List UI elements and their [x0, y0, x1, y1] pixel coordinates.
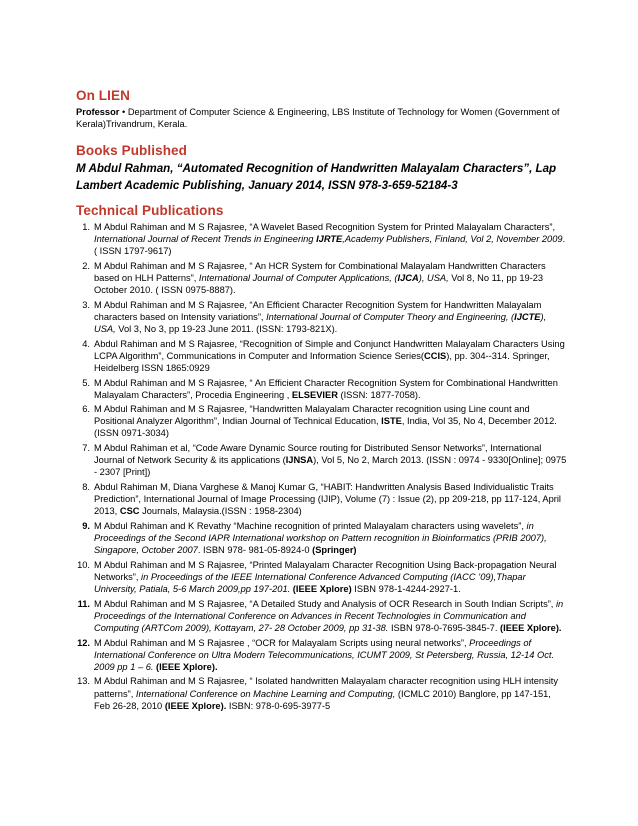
publication-item — [76, 520, 568, 556]
publication-item — [76, 598, 568, 634]
publication-number: 10. — [77, 559, 90, 570]
publication-text: . ( ISSN 1797-9617) — [94, 234, 566, 257]
publication-text: in Proceedings of the International Conference on Advances in Recent Technologies in Communication and Computing (ARTCom 2009), Kottayam, 27- 28 October 2009, pp 31-38. — [94, 598, 564, 633]
publication-number: 5. — [82, 377, 90, 388]
publication-text: Vol 8, No 11, pp 19-23 October 2010. ( ISSN 0975-8887). — [94, 272, 544, 296]
publication-text: M Abdul Rahiman and M S Rajasree, “Printed Malayalam Character Recognition Using Back-propagation Neural Networks”, — [94, 559, 557, 582]
publication-text: Journals, Malaysia.(ISSN : 1958-2304) — [139, 506, 302, 517]
publication-text: M Abdul Rahiman and K Revathy “Machine recognition of printed Malayalam characters using wavelets”, — [94, 520, 527, 531]
publication-item — [76, 338, 568, 374]
publication-text: ), USA, — [94, 311, 547, 334]
publication-text: IJNSA — [285, 455, 314, 466]
lien-role: Professor — [76, 107, 120, 117]
publication-number: 13. — [77, 676, 90, 687]
publication-number: 1. — [82, 222, 90, 232]
publication-number: 9. — [82, 520, 90, 531]
publication-item — [76, 442, 568, 478]
publication-item — [76, 260, 568, 296]
publication-text: (IEEE Xplore) — [292, 583, 352, 594]
publication-text: in Proceedings of the Second IAPR International workshop on Pattern recognition in Bioinformatics (PRIB 2007), Singapore, October 2007 — [94, 520, 547, 556]
publication-text: ), pp. 304--314. Springer, Heidelberg ISSN 1865:0929 — [94, 350, 550, 373]
publication-text: M Abdul Rahiman and M S Rajasree, “ An HCR System for Combinational Malayalam Handwritten Characters based on HLH Patterns”, — [94, 260, 546, 283]
publication-number: 6. — [82, 404, 90, 415]
publication-text: (ICMLC 2010) Banglore, pp 147-151, Feb 26-28, 2010 — [94, 688, 551, 711]
publication-number: 3. — [82, 299, 90, 310]
publication-text: ISBN 978-0-7695-3845-7. — [388, 622, 501, 633]
publication-item — [76, 299, 568, 335]
publication-text: International Journal of Computer Applications, ( — [198, 272, 398, 283]
publication-number: 12. — [77, 637, 90, 648]
publication-text: ISBN 978-1-4244-2927-1. — [351, 583, 461, 594]
publication-text: ELSEVIER — [291, 389, 338, 400]
publication-text: M Abdul Rahiman and M S Rajasree, “ An Efficient Character Recognition System for Combinational Handwritten Malayalam Characters”, Procedia Engineering , — [94, 377, 558, 400]
publication-text: Abdul Rahiman and M S Rajasree, “Recognition of Simple and Conjunct Handwritten Malayalam Characters Using LCPA Algorithm”, Communications in Computer and Information Science Series( — [94, 338, 565, 361]
publication-text: (IEEE Xplore). — [164, 700, 227, 711]
publication-text: , India, Vol 35, No 4, December 2012. (ISSN 0971-3034) — [94, 416, 557, 439]
lien-text: Department of Computer Science & Engineering, LBS Institute of Technology for Women (Government of Kerala)Trivandrum, Kerala. — [76, 107, 560, 130]
publication-text: Vol 3, No 3, pp 19-23 June 2011. (ISSN: 1793-821X). — [115, 323, 338, 334]
publication-item — [76, 377, 568, 401]
publication-text: . ISBN 978- 981-05-8924-0 — [197, 545, 313, 556]
technical-publications-heading: Technical Publications — [76, 203, 224, 218]
publications-list — [76, 221, 568, 714]
publication-text: M Abdul Rahiman and M S Rajasree, “A Detailed Study and Analysis of OCR Research in South Indian Scripts”, — [94, 598, 556, 609]
publication-text: CCIS — [424, 350, 447, 361]
publication-text: (ISSN: 1877-7058). — [337, 389, 421, 400]
publication-text: M Abdul Rahiman et al, “Code Aware Dynamic Source routing for Distributed Sensor Networks”, International Journal of Network Security & its applications ( — [94, 443, 542, 466]
book-entry: M Abdul Rahman, “Automated Recognition of Handwritten Malayalam Characters”, Lap Lambert Academic Publishing, January 2014, ISSN 978-3-659-52184-3 — [76, 162, 557, 192]
publication-text: ), USA, — [418, 272, 449, 283]
lien-separator: • — [119, 107, 128, 117]
publication-text: ISTE — [381, 416, 402, 427]
publication-text: (IEEE Xplore). — [500, 622, 562, 633]
publication-text: in Proceedings of the IEEE International Conference Advanced Computing (IACC ’09),Thapar University, Patiala, 5-6 March 2009,pp 197-201. — [94, 571, 526, 594]
publication-text: M Abdul Rahiman and M S Rajasree, “A Wavelet Based Recognition System for Printed Malayalam Characters”, — [94, 222, 556, 232]
publication-number: 4. — [82, 338, 90, 349]
publication-number: 2. — [82, 260, 90, 271]
publication-text: Proceedings of International Conference on Ultra Modern Telecommunications, ICUMT 2009, St Petersberg, Russia, 12-14 Oct. 2009 pp 1 – 6. — [94, 637, 555, 672]
publication-text: ,Academy Publishers, Finland, Vol 2, November 2009 — [342, 234, 563, 245]
publication-number: 7. — [82, 443, 90, 454]
publication-number: 11. — [77, 598, 90, 609]
publication-text: ISBN: 978-0-695-3977-5 — [226, 700, 331, 711]
publication-text: (Springer) — [312, 545, 357, 556]
publication-text: IJCTE — [514, 311, 541, 322]
publication-item — [76, 675, 568, 711]
lien-paragraph — [76, 106, 566, 130]
publication-text: M Abdul Rahiman and M S Rajasree, “An Efficient Character Recognition System for Handwritten Malayalam characters based on Intensity variations”, — [94, 299, 542, 322]
publication-number: 8. — [82, 482, 90, 493]
publication-text: IJCA — [397, 272, 419, 283]
publication-item — [76, 221, 568, 257]
publication-text: International Conference on Machine Learning and Computing, — [135, 688, 396, 699]
publication-text: International Journal of Recent Trends in Engineering — [94, 234, 317, 245]
publication-text: International Journal of Computer Theory and Engineering, ( — [266, 311, 515, 322]
publication-item — [76, 481, 568, 517]
publication-item — [76, 403, 568, 439]
publication-item — [76, 559, 568, 595]
publication-text: M Abdul Rahiman and M S Rajasree, “Handwritten Malayalam Character recognition using Line count and Positional Analyzer Algorithm”, Indian Journal of Technical Education, — [94, 404, 530, 427]
publication-text: (IEEE Xplore). — [156, 661, 218, 672]
publication-text: ), Vol 5, No 2, March 2013. (ISSN : 0974 - 9330[Online]; 0975 - 2307 [Print]) — [94, 455, 567, 478]
lien-heading: On LIEN — [76, 88, 130, 103]
publication-text: IJRTE — [316, 234, 343, 245]
publication-text: M Abdul Rahiman and M S Rajasree, “ Isolated handwritten Malayalam character recognition using HLH intensity patterns”, — [94, 676, 559, 699]
publication-item — [76, 637, 568, 673]
books-heading: Books Published — [76, 143, 188, 158]
publication-text: M Abdul Rahiman and M S Rajasree , “OCR for Malayalam Scripts using neural networks”, — [94, 637, 470, 648]
publication-text: Abdul Rahiman M, Diana Varghese & Manoj Kumar G, “HABIT: Handwritten Analysis Based Individualistic Traits Prediction”, International Journal of Image Processing (IJIP), Volume (7) : Issue (2), pp 209-218, pp 117-124, April 2013, — [94, 482, 561, 517]
publication-text: CSC — [119, 506, 140, 517]
